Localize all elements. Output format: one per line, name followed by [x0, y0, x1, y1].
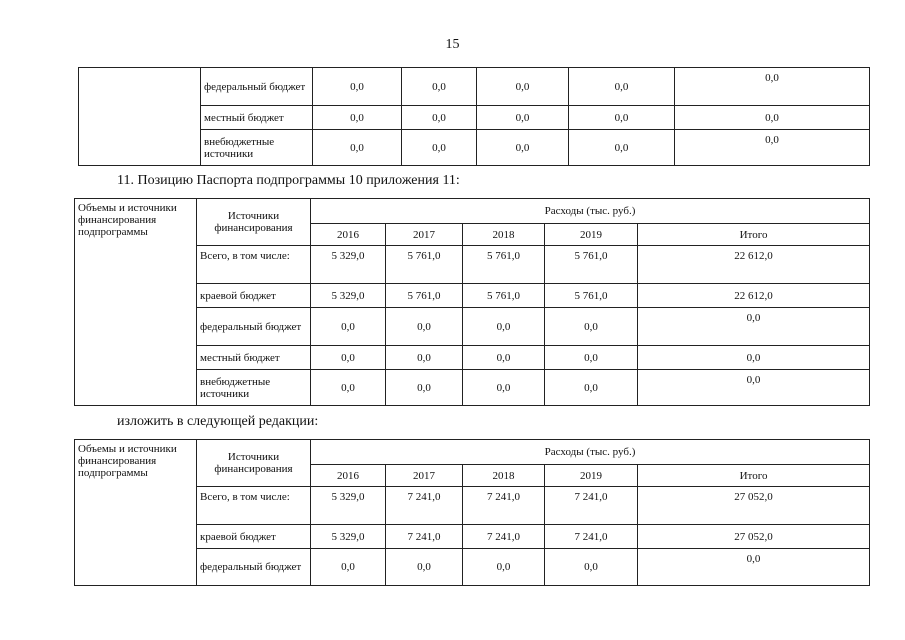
row-header: Объемы и источники финансирования подпрограммы — [75, 199, 197, 406]
total-cell: 0,0 — [638, 370, 870, 406]
page-number: 15 — [445, 37, 460, 52]
value-cell: 5 761,0 — [386, 284, 463, 308]
value-cell: 0,0 — [477, 106, 569, 130]
source-label: краевой бюджет — [197, 525, 311, 549]
value-cell: 0,0 — [545, 346, 638, 370]
value-cell: 7 241,0 — [463, 525, 545, 549]
table-old-passport — [74, 198, 870, 406]
value-cell: 7 241,0 — [463, 487, 545, 525]
value-cell: 0,0 — [569, 130, 675, 166]
sources-header: Источники финансирования — [197, 440, 311, 487]
total-cell: 0,0 — [638, 346, 870, 370]
expenses-header: Расходы (тыс. руб.) — [311, 199, 870, 224]
value-cell: 5 329,0 — [311, 487, 386, 525]
source-label: местный бюджет — [197, 346, 311, 370]
value-cell: 0,0 — [402, 130, 477, 166]
table-new-passport — [74, 439, 870, 586]
value-cell: 0,0 — [313, 68, 402, 106]
value-cell: 0,0 — [477, 130, 569, 166]
table-continuation — [78, 67, 870, 166]
source-label: внебюджетные источники — [201, 130, 313, 166]
total-cell: 27 052,0 — [638, 525, 870, 549]
value-cell: 0,0 — [463, 308, 545, 346]
value-cell: 7 241,0 — [545, 525, 638, 549]
year-header: 2016 — [311, 465, 386, 487]
value-cell: 5 329,0 — [311, 525, 386, 549]
value-cell: 5 761,0 — [545, 246, 638, 284]
value-cell: 0,0 — [463, 346, 545, 370]
value-cell: 0,0 — [313, 130, 402, 166]
value-cell: 5 329,0 — [311, 284, 386, 308]
paragraph-new-edition: изложить в следующей редакции: — [117, 414, 319, 429]
total-header: Итого — [638, 224, 870, 246]
value-cell: 0,0 — [545, 370, 638, 406]
value-cell: 0,0 — [311, 346, 386, 370]
value-cell: 0,0 — [402, 68, 477, 106]
source-label: внебюджетные источники — [197, 370, 311, 406]
total-header: Итого — [638, 465, 870, 487]
year-header: 2018 — [463, 465, 545, 487]
row-header: Объемы и источники финансирования подпрограммы — [75, 440, 197, 586]
value-cell: 0,0 — [386, 308, 463, 346]
value-cell: 0,0 — [311, 370, 386, 406]
year-header: 2017 — [386, 224, 463, 246]
value-cell: 5 761,0 — [463, 246, 545, 284]
total-cell: 0,0 — [638, 308, 870, 346]
source-label: Всего, в том числе: — [197, 246, 311, 284]
total-cell: 0,0 — [638, 549, 870, 586]
total-cell: 27 052,0 — [638, 487, 870, 525]
value-cell: 0,0 — [311, 549, 386, 586]
paragraph-11: 11. Позицию Паспорта подпрограммы 10 приложения 11: — [117, 173, 460, 188]
value-cell: 0,0 — [386, 346, 463, 370]
value-cell: 5 329,0 — [311, 246, 386, 284]
source-label: местный бюджет — [201, 106, 313, 130]
value-cell: 5 761,0 — [386, 246, 463, 284]
total-cell: 22 612,0 — [638, 246, 870, 284]
value-cell: 7 241,0 — [386, 487, 463, 525]
value-cell: 0,0 — [569, 68, 675, 106]
source-label: федеральный бюджет — [201, 68, 313, 106]
value-cell: 7 241,0 — [545, 487, 638, 525]
source-label: федеральный бюджет — [197, 549, 311, 586]
value-cell: 7 241,0 — [386, 525, 463, 549]
value-cell: 0,0 — [402, 106, 477, 130]
value-cell: 0,0 — [386, 549, 463, 586]
value-cell: 0,0 — [463, 370, 545, 406]
value-cell: 0,0 — [545, 308, 638, 346]
empty-cell — [79, 68, 201, 166]
value-cell: 0,0 — [545, 549, 638, 586]
value-cell: 0,0 — [463, 549, 545, 586]
value-cell: 5 761,0 — [545, 284, 638, 308]
value-cell: 5 761,0 — [463, 284, 545, 308]
total-cell: 0,0 — [675, 130, 870, 166]
value-cell: 0,0 — [477, 68, 569, 106]
value-cell: 0,0 — [313, 106, 402, 130]
year-header: 2017 — [386, 465, 463, 487]
value-cell: 0,0 — [569, 106, 675, 130]
source-label: Всего, в том числе: — [197, 487, 311, 525]
year-header: 2016 — [311, 224, 386, 246]
expenses-header: Расходы (тыс. руб.) — [311, 440, 870, 465]
year-header: 2018 — [463, 224, 545, 246]
value-cell: 0,0 — [311, 308, 386, 346]
value-cell: 0,0 — [386, 370, 463, 406]
year-header: 2019 — [545, 224, 638, 246]
source-label: федеральный бюджет — [197, 308, 311, 346]
total-cell: 22 612,0 — [638, 284, 870, 308]
total-cell: 0,0 — [675, 68, 870, 106]
total-cell: 0,0 — [675, 106, 870, 130]
source-label: краевой бюджет — [197, 284, 311, 308]
sources-header: Источники финансирования — [197, 199, 311, 246]
year-header: 2019 — [545, 465, 638, 487]
